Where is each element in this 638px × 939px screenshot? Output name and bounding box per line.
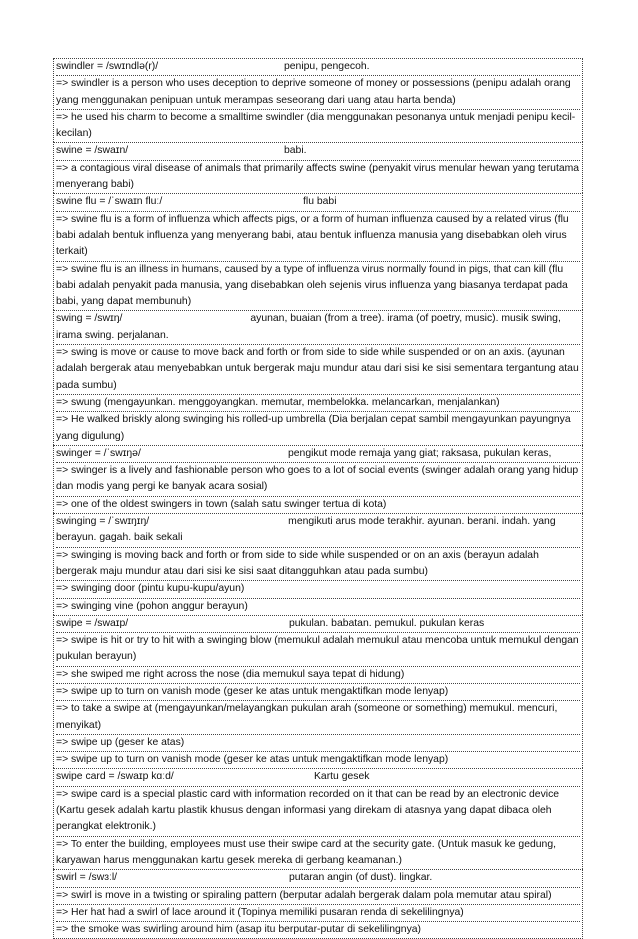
- example-line: => the smoke was swirling around him (asap itu berputar-putar di sekelilingnya): [56, 924, 422, 936]
- example-line: => a contagious viral disease of animals that primarily affects swine (penyakit virus menular hewan yang terutama menyerang babi): [56, 162, 580, 191]
- example-line: => swipe card is a special plastic card with information recorded on it that can be read by an electronic device (Kartu gesek adalah kartu plastik khusus dengan informasi yang direkam di atasnya yang dapat dibaca oleh perangkat elektronik.): [56, 787, 580, 837]
- headword: swing = /swɪŋ/: [56, 313, 123, 325]
- entry-swirl: [53, 869, 583, 939]
- entry-head: [56, 769, 580, 786]
- example-line: => swine flu is a form of influenza which affects pigs, or a form of human influenza caused by a related virus (flu babi adalah bentuk influenza yang menyerang babi, atau bentuk influenza manusia yang disebabkan oleh virus terkait): [56, 212, 580, 262]
- example-line: => swinging door (pintu kupu-kupu/ayun): [56, 581, 580, 598]
- entry-head: [56, 59, 580, 76]
- headword: swipe card = /swaɪp kɑːd/: [56, 771, 174, 783]
- example-line: => she swiped me right across the nose (dia memukul saya tepat di hidung): [56, 667, 580, 684]
- entry-swing: [53, 310, 583, 444]
- example-line: => to take a swipe at (mengayunkan/melayangkan pukulan arah (someone or something) memukul. mencuri, menyikat): [56, 701, 580, 735]
- entry-swinging: [53, 513, 583, 615]
- headword: swine = /swaɪn/: [56, 145, 129, 157]
- meaning: ayunan, buaian (from a tree). irama (of poetry, music). musik swing, irama swing. perjalanan.: [56, 313, 561, 341]
- example-line: => swirl is move in a twisting or spiraling pattern (berputar adalah bergerak dalam pola memutar atau spiral): [56, 888, 580, 905]
- example-line: => swipe up to turn on vanish mode (geser ke atas untuk mengaktifkan mode lenyap): [56, 754, 449, 766]
- entry-head: [56, 311, 580, 345]
- entry-swindler: [53, 58, 583, 142]
- example-line: => To enter the building, employees must use their swipe card at the security gate. (Untuk masuk ke gedung, karyawan harus menggunakan kartu gesek mereka di gerbang keamanan.): [56, 838, 556, 866]
- example-line: => swinging is moving back and forth or from side to side while suspended or on an axis (berayun adalah bergerak maju mundur atau dari sisi ke sisi saat ditangguhkan atau pada sumbu): [56, 548, 580, 582]
- headword: swirl = /swɜːl/: [56, 872, 118, 884]
- meaning: pengikut mode remaja yang giat; raksasa, pukulan keras,: [288, 447, 552, 459]
- example-line: => swung (mengayunkan. menggoyangkan. memutar, membelokka. melancarkan, menjalankan): [56, 395, 580, 412]
- headword: swindler = /swɪndlə(r)/: [56, 61, 159, 72]
- example-line: => Her hat had a swirl of lace around it (Topinya memiliki pusaran renda di sekelilingnya): [56, 905, 580, 922]
- entry-head: [56, 194, 580, 211]
- example-line: => swine flu is an illness in humans, caused by a type of influenza virus normally found in pigs, that can kill (flu babi adalah penyakit pada manusia, yang disebabkan oleh sejenis virus influenza yang biasanya terdapat pada babi, yang dapat membunuh): [56, 263, 568, 308]
- example-line: => he used his charm to become a smalltime swindler (dia menggunakan pesonanya untuk menjadi penipu kecil-kecilan): [56, 111, 576, 140]
- example-line: => swipe up to turn on vanish mode (geser ke atas untuk mengaktifkan mode lenyap): [56, 684, 580, 701]
- entry-swipe-card: [53, 768, 583, 869]
- headword: swinger = /ˈswɪŋə/: [56, 447, 141, 459]
- entry-swinger: [53, 445, 583, 513]
- meaning: pukulan. babatan. pemukul. pukulan keras: [289, 617, 485, 629]
- example-line: => swindler is a person who uses deception to deprive someone of money or possessions (penipu adalah orang yang menggunakan penipuan untuk merampas seseorang dari uang atau harta benda): [56, 76, 580, 110]
- meaning: putaran angin (of dust). lingkar.: [289, 872, 433, 884]
- headword: swinging = /ˈswɪŋɪŋ/: [56, 516, 150, 528]
- example-line: => swipe up (geser ke atas): [56, 735, 580, 752]
- example-line: => swing is move or cause to move back and forth or from side to side while suspended or on an axis. (ayunan adalah bergerak atau menyebabkan untuk bergerak maju mundur atau dari sisi ke sisi sementara tergantung atau pada sumbu): [56, 345, 580, 395]
- example-line: => one of the oldest swingers in town (salah satu swinger tertua di kota): [56, 498, 387, 510]
- meaning: mengikuti arus mode terakhir. ayunan. berani. indah. yang berayun. gagah. baik sekali: [56, 516, 556, 544]
- example-line: => swipe is hit or try to hit with a swinging blow (memukul adalah memukul atau mencoba untuk memukul dengan pukulan berayun): [56, 633, 580, 667]
- entry-head: [56, 446, 580, 463]
- meaning: penipu, pengecoh.: [284, 61, 370, 72]
- example-line: => He walked briskly along swinging his rolled-up umbrella (Dia berjalan cepat sambil mengayunkan payungnya yang digulung): [56, 414, 571, 442]
- entry-head: [56, 616, 580, 633]
- entry-swine: [53, 142, 583, 193]
- headword: swipe = /swaɪp/: [56, 617, 129, 629]
- dictionary-page: [53, 58, 583, 939]
- entry-head: [56, 143, 580, 160]
- headword: swine flu = /ˈswaɪn fluː/: [56, 196, 163, 208]
- entry-swine-flu: [53, 193, 583, 310]
- entry-head: [56, 870, 580, 887]
- example-line: => swinger is a lively and fashionable person who goes to a lot of social events (swinger adalah orang yang hidup dan modis yang pergi ke banyak acara sosial): [56, 463, 580, 497]
- example-line: => swinging vine (pohon anggur berayun): [56, 600, 248, 612]
- entry-swipe: [53, 615, 583, 769]
- entry-head: [56, 514, 580, 548]
- meaning: babi.: [284, 145, 307, 157]
- meaning: flu babi: [303, 196, 337, 208]
- meaning: Kartu gesek: [314, 771, 370, 783]
